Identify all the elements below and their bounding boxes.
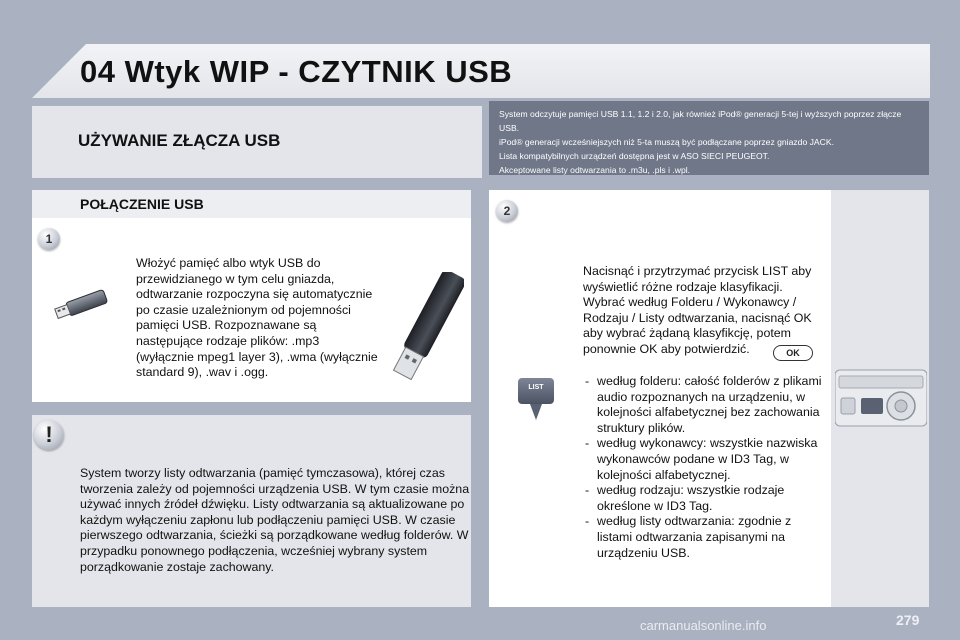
list-button-label: LIST xyxy=(528,384,544,391)
warning-text: System tworzy listy odtwarzania (pamięć tymczasowa), której czas tworzenia zależy od pojemności urządzenia USB. W tym czasie można używać innych źródeł dźwięku. Listy odtwarzania są aktualizowane po każdym wyłączeniu zapłonu lub podłączeniu pamięci USB. W czasie pierwszego odtwarzania, ścieżki są porządkowane według folderów. W przypadku ponownego podłączenia, wcześniej wybrany system porządkowanie zostaje zachowany. xyxy=(80,466,470,574)
warning-icon: ! xyxy=(34,420,64,450)
section-title: UŻYWANIE ZŁĄCZA USB xyxy=(78,131,281,150)
step-badge-2: 2 xyxy=(496,200,518,222)
classification-text: Nacisnąć i przytrzymać przycisk LIST aby wyświetlić różne rodzaje klasyfikacji. Wybrać według Folderu / Wykonawcy / Rodzaju / Listy odtwarzania, nacisnąć OK aby wybrać żądaną klasyfikcję, potem ponownie OK aby potwierdzić. xyxy=(583,264,812,356)
step-badge-1: 1 xyxy=(38,228,60,250)
usb-stick-icon xyxy=(48,288,114,328)
ok-button-icon: OK xyxy=(773,345,813,361)
list-button-icon xyxy=(516,376,556,422)
list-item: - według folderu: całość folderów z plikami audio rozpoznanych na urządzeniu, w kolejności alfabetycznej bez zachowania struktury plików. xyxy=(583,374,828,436)
info-line: Akceptowane listy odtwarzania to .m3u, .pls i .wpl. xyxy=(499,165,691,175)
info-line: System odczytuje pamięci USB 1.1, 1.2 i 2.0, jak również iPod® generacji 5-tej i wyższych poprzez złącze USB. xyxy=(499,109,902,133)
usb-connection-text: Włożyć pamięć albo wtyk USB do przewidzianego w tym celu gniazda, odtwarzanie rozpoczyna się automatycznie po czasie uzależnionym od pojemności pamięci USB. Rozpoznawane są następujące rodzaje plików: .mp3 (wyłącznie mpeg1 layer 3), .wma (wyłącznie standard 9), .wav i .ogg. xyxy=(136,256,378,380)
page-title: 04 Wtyk WIP - CZYTNIK USB xyxy=(80,54,513,89)
watermark: carmanualsonline.info xyxy=(640,618,767,633)
list-button-shape xyxy=(516,376,556,422)
info-line: Lista kompatybilnych urządzeń dostępna jest w ASO SIECI PEUGEOT. xyxy=(499,151,770,161)
page-number: 279 xyxy=(896,612,920,628)
list-item: - według wykonawcy: wszystkie nazwiska wykonawców podane w ID3 Tag, w kolejności alfabetycznej. xyxy=(583,436,828,483)
info-box xyxy=(489,101,929,175)
header-corner xyxy=(32,44,86,98)
list-item: - według listy odtwarzania: zgodnie z listami odtwarzania zapisanymi na urządzeniu USB. xyxy=(583,514,828,561)
info-line: iPod® generacji wcześniejszych niż 5-ta muszą być podłączane poprzez gniazdo JACK. xyxy=(499,137,834,147)
classification-list xyxy=(583,374,828,561)
radio-unit-icon xyxy=(835,366,927,428)
usb-connection-title: POŁĄCZENIE USB xyxy=(80,196,204,212)
usb-plug-icon xyxy=(384,272,464,392)
list-item: - według rodzaju: wszystkie rodzaje określone w ID3 Tag. xyxy=(583,483,828,514)
